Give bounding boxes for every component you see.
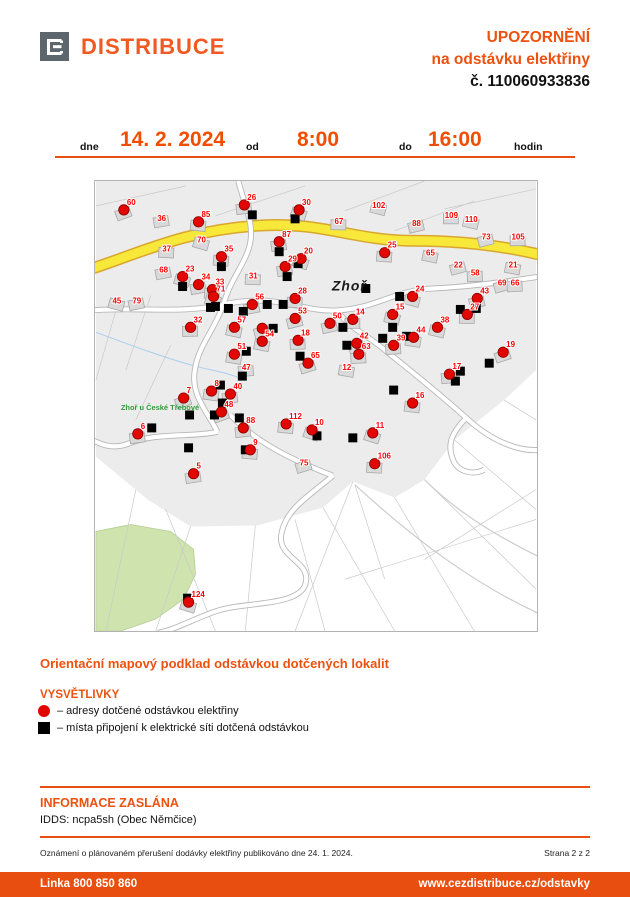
svg-text:11: 11 (375, 420, 385, 430)
page-number: Strana 2 z 2 (544, 848, 590, 858)
svg-text:40: 40 (233, 382, 243, 392)
svg-text:67: 67 (334, 216, 344, 226)
svg-text:45: 45 (112, 296, 122, 306)
info-sent-value: IDDS: ncpa5sh (Obec Němčice) (40, 814, 197, 826)
svg-text:26: 26 (247, 192, 257, 202)
svg-text:56: 56 (255, 292, 265, 302)
time-from: 8:00 (297, 128, 340, 151)
svg-text:109: 109 (444, 210, 459, 220)
svg-text:15: 15 (395, 302, 405, 312)
svg-text:79: 79 (132, 296, 142, 306)
svg-text:105: 105 (511, 232, 525, 242)
village-name-label: Zhoř (331, 277, 367, 294)
black-square-icon (38, 722, 50, 734)
outage-date: 14. 2. 2024 (120, 128, 226, 151)
legend-item-addresses (38, 704, 239, 718)
section-divider-bottom (40, 836, 590, 838)
svg-text:6: 6 (140, 421, 146, 431)
svg-text:57: 57 (237, 315, 247, 325)
label-do: do (399, 141, 412, 153)
svg-text:110: 110 (464, 214, 478, 224)
svg-text:9: 9 (253, 437, 258, 447)
svg-text:8: 8 (214, 379, 219, 389)
svg-text:47: 47 (241, 363, 251, 373)
svg-text:65: 65 (311, 351, 320, 361)
svg-text:71: 71 (216, 284, 226, 294)
label-od: od (246, 141, 259, 153)
svg-text:30: 30 (302, 197, 311, 207)
svg-text:43: 43 (480, 286, 490, 296)
svg-text:17: 17 (452, 362, 462, 372)
website-url[interactable]: www.cezdistribuce.cz/odstavky (418, 878, 590, 890)
svg-text:12: 12 (342, 363, 352, 373)
svg-text:28: 28 (298, 286, 307, 296)
svg-text:70: 70 (197, 235, 206, 245)
notice-block (431, 27, 590, 93)
svg-text:22: 22 (453, 260, 463, 270)
svg-text:58: 58 (470, 268, 480, 278)
schedule-divider (55, 156, 575, 158)
svg-text:53: 53 (298, 306, 307, 316)
hotline-phone: Linka 800 850 860 (40, 878, 138, 890)
svg-text:29: 29 (288, 254, 297, 264)
svg-text:23: 23 (185, 264, 195, 274)
svg-text:7: 7 (186, 386, 192, 396)
brand-name: DISTRIBUCE (81, 34, 226, 59)
svg-text:50: 50 (332, 311, 342, 321)
svg-text:34: 34 (201, 272, 211, 282)
label-hodin: hodin (514, 141, 543, 153)
cadastral-area-label: Zhoř u České Třebové (120, 402, 200, 412)
svg-text:106: 106 (377, 451, 392, 461)
svg-text:24: 24 (415, 284, 425, 294)
svg-text:63: 63 (361, 342, 371, 352)
time-to: 16:00 (428, 128, 482, 151)
legend-item-connections (38, 721, 309, 735)
svg-text:69: 69 (497, 278, 507, 288)
svg-text:51: 51 (237, 342, 247, 352)
svg-text:75: 75 (299, 458, 309, 468)
svg-text:38: 38 (440, 315, 450, 325)
map-caption: Orientační mapový podklad odstávkou dotčených lokalit (40, 656, 389, 671)
svg-text:85: 85 (201, 209, 211, 219)
svg-text:88: 88 (412, 218, 421, 228)
svg-text:5: 5 (196, 461, 201, 471)
svg-text:25: 25 (387, 240, 397, 250)
notice-title: UPOZORNĚNÍ (486, 29, 590, 46)
svg-text:16: 16 (415, 391, 425, 401)
legend-title: VYSVĚTLIVKY (40, 689, 120, 701)
svg-text:18: 18 (301, 328, 310, 338)
notice-subtitle: na odstávku elektřiny (431, 51, 590, 68)
label-dne: dne (80, 141, 99, 153)
notice-number: č. 110060933836 (470, 73, 590, 90)
svg-text:27: 27 (470, 302, 480, 312)
svg-text:21: 21 (508, 260, 518, 270)
legend-item-text: – místa připojení k elektrické síti dotčená odstávkou (57, 722, 309, 734)
svg-text:10: 10 (315, 417, 324, 427)
cez-logo (40, 32, 69, 61)
svg-text:14: 14 (355, 307, 365, 317)
svg-text:44: 44 (416, 325, 426, 335)
svg-text:42: 42 (359, 331, 369, 341)
svg-text:36: 36 (157, 213, 167, 223)
svg-text:112: 112 (289, 411, 302, 421)
svg-text:60: 60 (126, 197, 136, 207)
svg-text:33: 33 (215, 277, 225, 287)
svg-text:102: 102 (372, 200, 386, 210)
svg-text:54: 54 (265, 329, 275, 339)
svg-text:124: 124 (191, 590, 205, 600)
svg-text:68: 68 (159, 265, 169, 275)
svg-text:73: 73 (481, 232, 491, 242)
svg-text:31: 31 (248, 271, 258, 281)
svg-text:37: 37 (162, 244, 172, 254)
svg-text:65: 65 (426, 248, 435, 258)
map-canvas (95, 181, 537, 631)
svg-text:20: 20 (304, 246, 313, 256)
svg-text:32: 32 (193, 315, 203, 325)
cez-logo-glyph (40, 32, 69, 61)
svg-text:48: 48 (224, 399, 234, 409)
info-sent-title: INFORMACE ZASLÁNA (40, 796, 179, 810)
svg-text:19: 19 (506, 340, 516, 350)
svg-text:35: 35 (224, 244, 234, 254)
red-dot-icon (38, 705, 50, 717)
svg-text:66: 66 (510, 278, 520, 288)
publication-note: Oznámení o plánovaném přerušení dodávky elektřiny publikováno dne 24. 1. 2024. (40, 848, 353, 858)
svg-text:39: 39 (396, 333, 406, 343)
section-divider-top (40, 786, 590, 788)
outage-map (94, 180, 538, 632)
svg-text:87: 87 (282, 229, 292, 239)
footer-bar (0, 872, 630, 897)
legend-item-text: – adresy dotčené odstávkou elektřiny (57, 705, 239, 717)
svg-text:88: 88 (246, 415, 256, 425)
